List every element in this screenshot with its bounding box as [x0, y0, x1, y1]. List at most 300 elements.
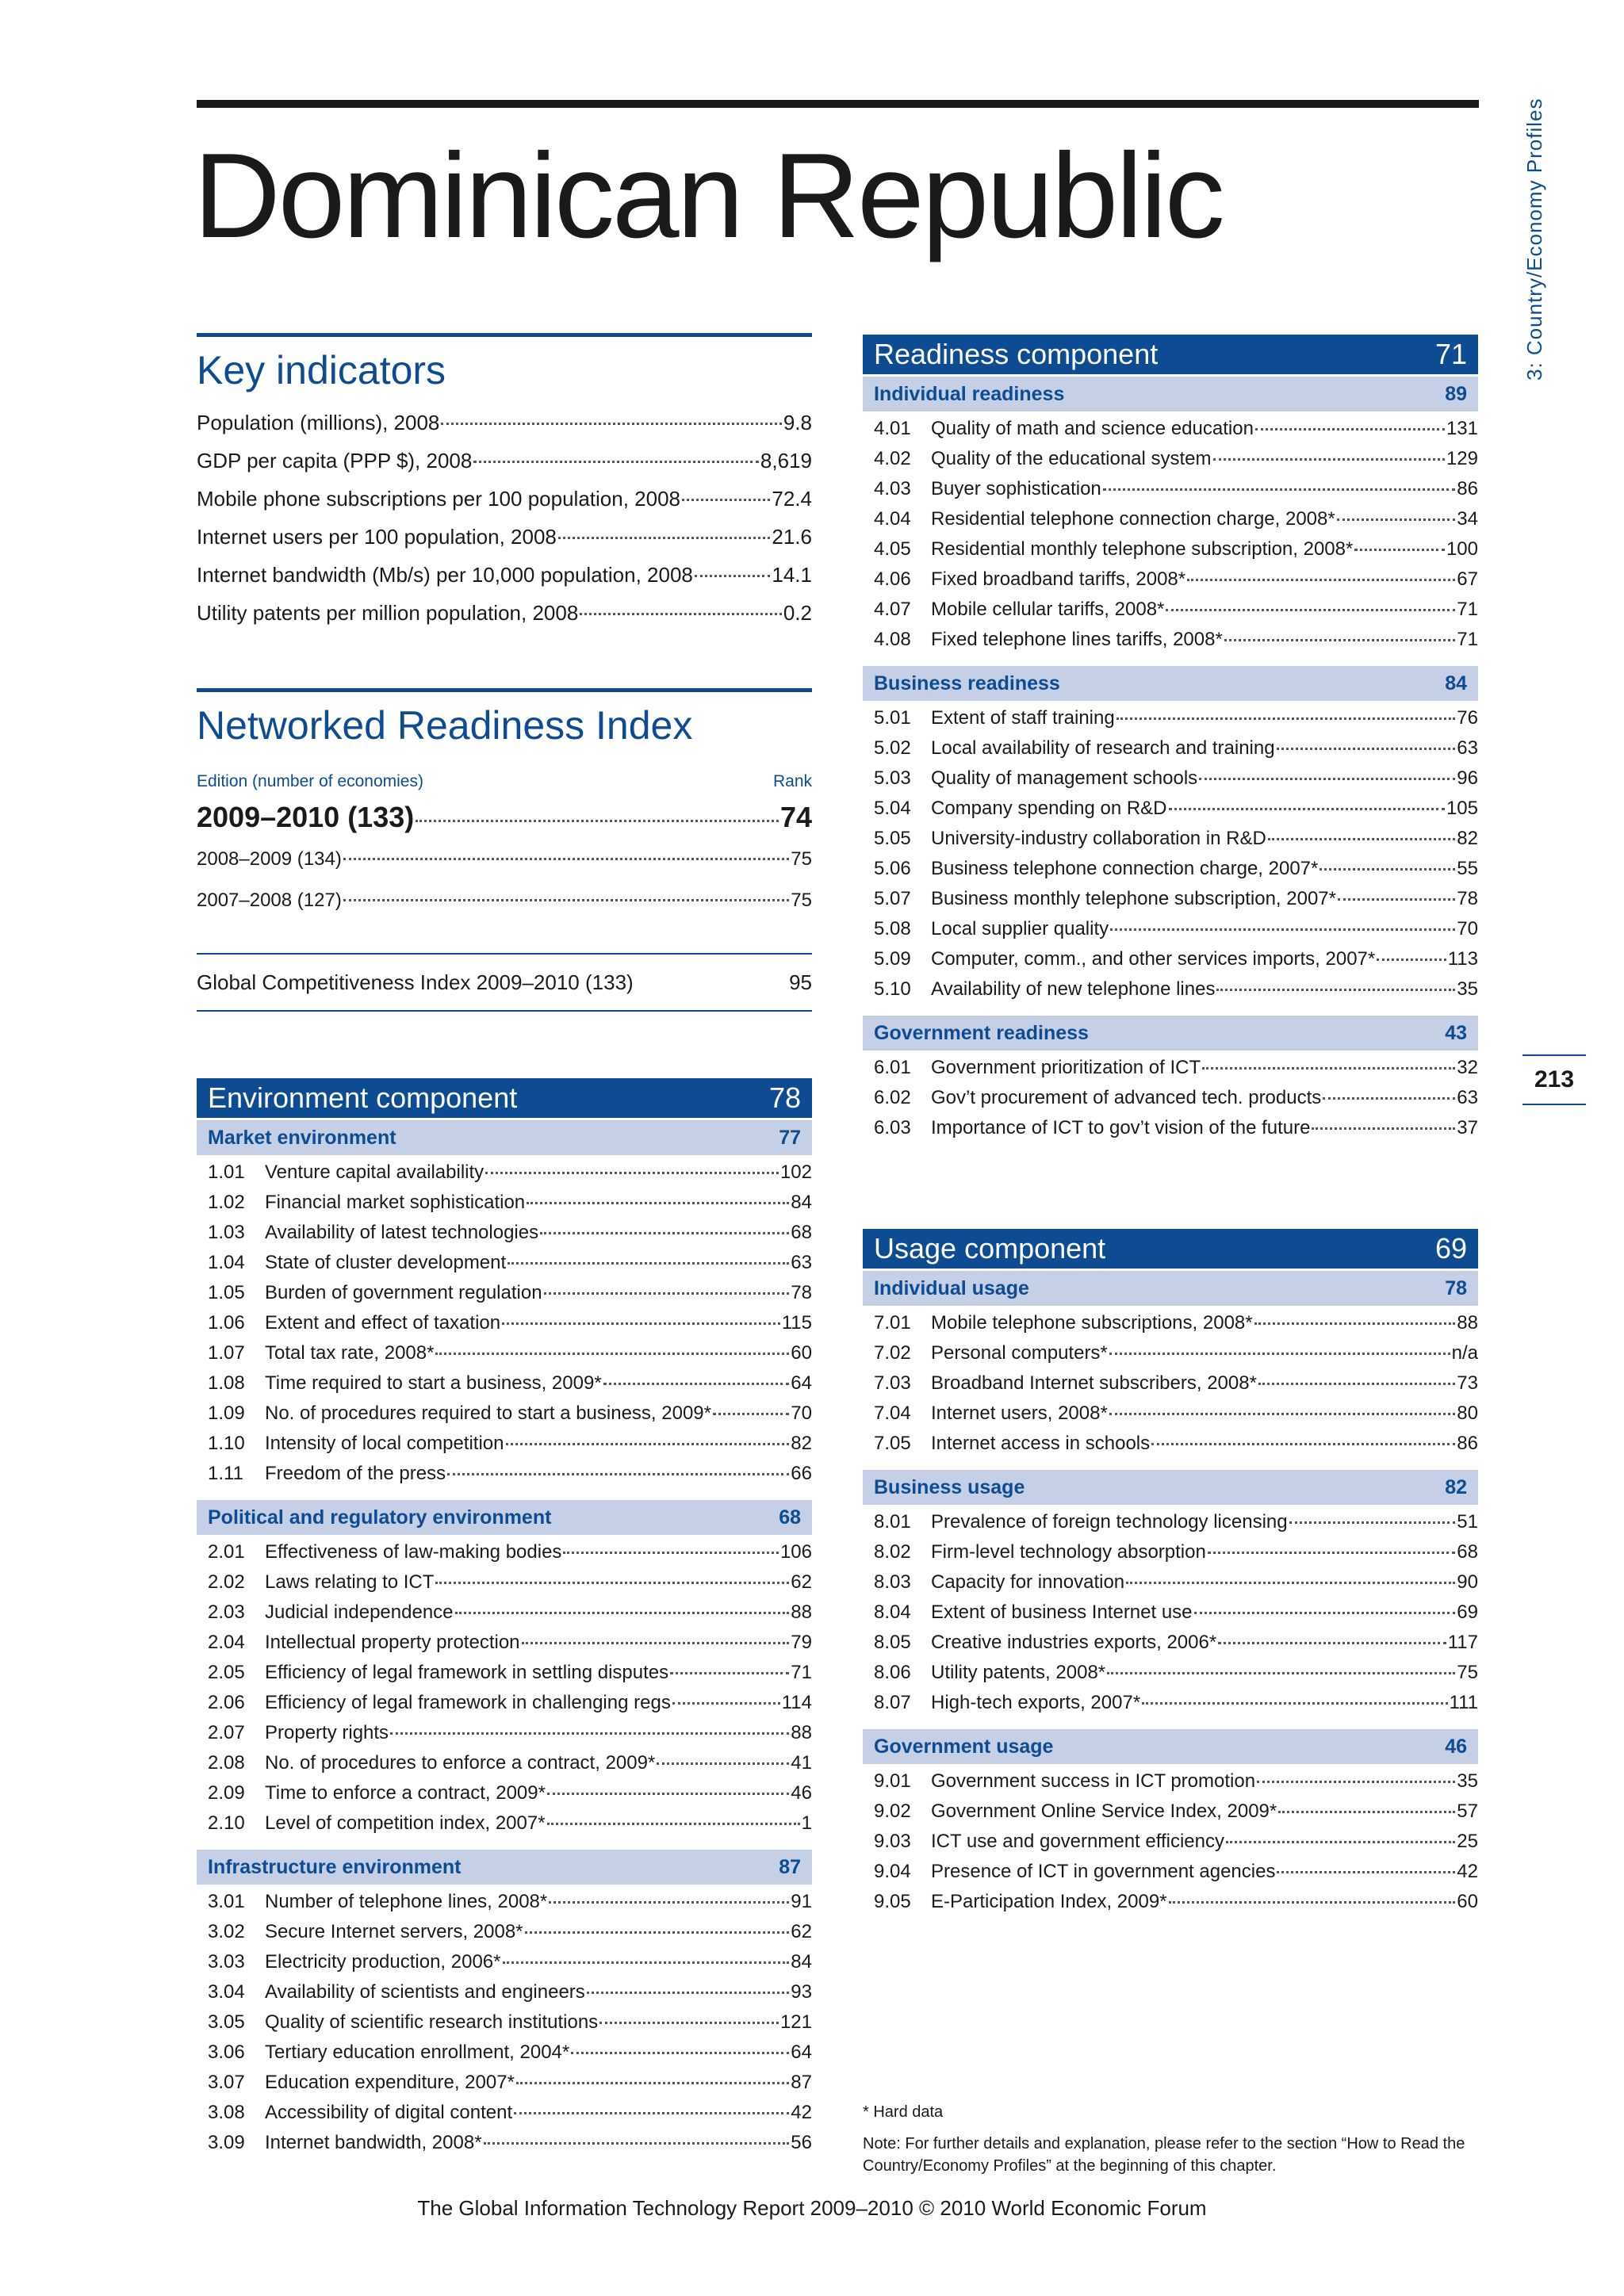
indicator-item — [197, 2132, 812, 2162]
item-name: State of cluster development — [265, 1252, 507, 1273]
item-rank: 87 — [791, 2072, 812, 2093]
item-code: 3.07 — [208, 2072, 245, 2093]
item-name: Property rights — [265, 1722, 389, 1743]
item-code: 9.03 — [874, 1831, 911, 1852]
pillar-title: Individual usage — [874, 1276, 1029, 1299]
item-code: 8.06 — [874, 1662, 911, 1683]
dot-leader — [670, 1672, 789, 1674]
indicator-item — [197, 1252, 812, 1282]
item-name: Residential telephone connection charge, 2008* — [931, 508, 1335, 530]
item-code: 4.02 — [874, 448, 911, 469]
dot-leader — [1354, 549, 1445, 551]
item-rank: 105 — [1446, 798, 1478, 819]
item-rank: 79 — [791, 1632, 812, 1653]
indicator-item — [863, 1861, 1478, 1891]
indicator-item — [863, 1087, 1478, 1117]
indicator-item — [197, 1372, 812, 1402]
pillar-header — [863, 377, 1478, 411]
indicator-item — [863, 1433, 1478, 1463]
item-rank: 111 — [1449, 1692, 1478, 1713]
indicator-item — [863, 1831, 1478, 1861]
item-name: Company spending on R&D — [931, 798, 1167, 819]
dot-leader — [516, 2082, 789, 2084]
item-code: 1.07 — [208, 1342, 245, 1364]
indicator-item — [863, 1511, 1478, 1541]
item-code: 6.02 — [874, 1087, 911, 1108]
indicator-label: Population (millions), 2008 — [197, 411, 440, 434]
item-rank: 115 — [781, 1312, 812, 1334]
indicator-item — [863, 918, 1478, 948]
item-code: 9.01 — [874, 1770, 911, 1792]
item-code: 6.01 — [874, 1057, 911, 1078]
item-name: Fixed broadband tariffs, 2008* — [931, 568, 1186, 590]
dot-leader — [540, 1232, 789, 1234]
dot-leader — [435, 1353, 789, 1355]
item-code: 1.03 — [208, 1222, 245, 1243]
item-rank: 75 — [1457, 1662, 1478, 1683]
indicator-item — [863, 478, 1478, 508]
pillar-header — [863, 1470, 1478, 1505]
item-code: 4.03 — [874, 478, 911, 499]
dot-leader — [1257, 1781, 1455, 1783]
dot-leader — [1166, 609, 1455, 611]
page-title: Dominican Republic — [193, 128, 1223, 263]
item-rank: 86 — [1457, 1433, 1478, 1454]
dot-leader — [599, 2022, 779, 2024]
pillar-items — [863, 1505, 1478, 1727]
item-rank: 78 — [791, 1282, 812, 1303]
item-name: Accessibility of digital content — [265, 2102, 513, 2123]
dot-leader — [1312, 1127, 1455, 1130]
component-rank: 69 — [1434, 1232, 1467, 1265]
pillar-title: Political and regulatory environment — [208, 1506, 552, 1529]
nri-edition-row — [197, 890, 812, 931]
item-code: 9.05 — [874, 1891, 911, 1912]
item-code: 8.04 — [874, 1601, 911, 1623]
item-name: Internet access in schools — [931, 1433, 1151, 1454]
item-rank: 37 — [1457, 1117, 1478, 1138]
item-name: Time to enforce a contract, 2009* — [265, 1782, 546, 1804]
item-code: 2.08 — [208, 1752, 245, 1774]
item-code: 3.09 — [208, 2132, 245, 2153]
item-code: 7.03 — [874, 1372, 911, 1394]
item-name: Importance of ICT to gov’t vision of the future — [931, 1117, 1311, 1138]
dot-leader — [484, 2142, 790, 2145]
indicator-item — [863, 1402, 1478, 1433]
item-rank: 35 — [1457, 1770, 1478, 1792]
item-rank: 63 — [1457, 1087, 1478, 1108]
indicator-item — [197, 2072, 812, 2102]
item-code: 5.01 — [874, 707, 911, 729]
dot-leader — [1268, 838, 1455, 840]
nri-heading: Networked Readiness Index — [197, 703, 693, 748]
side-section-label: 3: Country/Economy Profiles — [1522, 98, 1546, 381]
pillar-items — [197, 1155, 812, 1498]
indicator-item — [863, 1692, 1478, 1722]
item-rank: 78 — [1457, 888, 1478, 909]
pillar-items — [863, 411, 1478, 664]
pillar-rank: 87 — [779, 1855, 801, 1878]
dot-leader — [549, 1901, 789, 1904]
item-code: 5.10 — [874, 978, 911, 1000]
dot-leader — [580, 613, 782, 615]
indicator-value: 21.6 — [772, 525, 812, 549]
nri-current-edition-row — [197, 801, 812, 848]
item-rank: 131 — [1446, 418, 1478, 439]
item-code: 2.03 — [208, 1601, 245, 1623]
indicator-item — [863, 568, 1478, 599]
dot-leader — [503, 1961, 790, 1964]
item-rank: 71 — [791, 1662, 812, 1683]
key-indicators-list — [197, 411, 812, 639]
indicator-item — [863, 707, 1478, 737]
dot-leader — [473, 461, 759, 463]
item-rank: 35 — [1457, 978, 1478, 1000]
item-code: 2.02 — [208, 1571, 245, 1593]
item-rank: 55 — [1457, 858, 1478, 879]
item-code: 5.06 — [874, 858, 911, 879]
dot-leader — [1116, 718, 1456, 720]
item-rank: n/a — [1451, 1342, 1478, 1364]
item-code: 7.05 — [874, 1433, 911, 1454]
item-name: Availability of latest technologies — [265, 1222, 539, 1243]
component-title: Readiness component — [874, 338, 1159, 370]
indicator-item — [197, 1571, 812, 1601]
pillar-header — [863, 1729, 1478, 1764]
item-code: 5.05 — [874, 828, 911, 849]
item-name: Local supplier quality — [931, 918, 1109, 939]
item-name: Venture capital availability — [265, 1161, 485, 1183]
indicator-item — [863, 767, 1478, 798]
item-rank: 90 — [1457, 1571, 1478, 1593]
item-name: Local availability of research and training — [931, 737, 1275, 759]
indicator-item — [197, 1662, 812, 1692]
component-title: Usage component — [874, 1232, 1106, 1265]
item-name: Availability of scientists and engineers — [265, 1981, 585, 2003]
item-code: 2.10 — [208, 1812, 245, 1834]
item-name: Business monthly telephone subscription, 2007* — [931, 888, 1336, 909]
item-code: 4.01 — [874, 418, 911, 439]
component-title: Environment component — [208, 1081, 518, 1114]
gci-label: Global Competitiveness Index 2009–2010 (133) — [197, 970, 634, 994]
indicator-item — [197, 1541, 812, 1571]
pillar-rank: 43 — [1445, 1021, 1467, 1044]
item-name: Government Online Service Index, 2009* — [931, 1800, 1277, 1822]
item-name: Internet users, 2008* — [931, 1402, 1108, 1424]
item-code: 2.01 — [208, 1541, 245, 1563]
nri-rule — [197, 688, 812, 692]
item-name: Financial market sophistication — [265, 1192, 526, 1213]
item-rank: 32 — [1457, 1057, 1478, 1078]
item-name: Residential monthly telephone subscription, 2008* — [931, 538, 1354, 560]
indicator-item — [863, 448, 1478, 478]
pillar-title: Individual readiness — [874, 382, 1065, 405]
indicator-row — [197, 449, 812, 487]
item-rank: 91 — [791, 1891, 812, 1912]
item-rank: 100 — [1446, 538, 1478, 560]
item-code: 4.04 — [874, 508, 911, 530]
item-rank: 63 — [791, 1252, 812, 1273]
indicator-item — [863, 948, 1478, 978]
item-name: Prevalence of foreign technology licensing — [931, 1511, 1288, 1533]
page-number: 213 — [1522, 1054, 1586, 1105]
pillar-header — [197, 1850, 812, 1885]
item-name: Number of telephone lines, 2008* — [265, 1891, 548, 1912]
indicator-item — [863, 629, 1478, 659]
item-code: 8.03 — [874, 1571, 911, 1593]
item-code: 1.02 — [208, 1192, 245, 1213]
item-rank: 60 — [1457, 1891, 1478, 1912]
dot-leader — [1110, 928, 1455, 931]
item-name: Quality of math and science education — [931, 418, 1254, 439]
dot-leader — [1107, 1672, 1455, 1674]
indicator-item — [197, 1342, 812, 1372]
pillar-items — [197, 1885, 812, 2167]
item-rank: 42 — [791, 2102, 812, 2123]
indicator-item — [197, 1433, 812, 1463]
item-name: Utility patents, 2008* — [931, 1662, 1106, 1683]
indicator-row — [197, 601, 812, 639]
dot-leader — [441, 423, 781, 425]
dot-leader — [485, 1172, 779, 1174]
dot-leader — [416, 820, 779, 822]
indicator-item — [863, 978, 1478, 1008]
item-name: Freedom of the press — [265, 1463, 446, 1484]
item-rank: 80 — [1457, 1402, 1478, 1424]
item-name: Mobile telephone subscriptions, 2008* — [931, 1312, 1253, 1334]
indicator-item — [863, 1057, 1478, 1087]
nri-edition-header: Edition (number of economies) — [197, 772, 423, 790]
pillar-items — [863, 1306, 1478, 1468]
dot-leader — [563, 1552, 779, 1554]
dot-leader — [1151, 1443, 1455, 1445]
dot-leader — [502, 1322, 780, 1325]
indicator-item — [197, 1222, 812, 1252]
item-code: 2.05 — [208, 1662, 245, 1683]
dot-leader — [1377, 959, 1446, 961]
item-name: Extent of business Internet use — [931, 1601, 1193, 1623]
dot-leader — [1258, 1383, 1455, 1385]
item-code: 3.05 — [208, 2011, 245, 2033]
dot-leader — [1224, 639, 1456, 641]
item-name: Quality of management schools — [931, 767, 1198, 789]
indicator-row — [197, 411, 812, 449]
item-rank: 25 — [1457, 1831, 1478, 1852]
nri-edition-label: 2008–2009 (134) — [197, 848, 342, 870]
item-name: Creative industries exports, 2006* — [931, 1632, 1217, 1653]
item-rank: 121 — [779, 2011, 812, 2033]
item-rank: 117 — [1447, 1632, 1478, 1653]
pillar-rank: 89 — [1445, 382, 1467, 405]
dot-leader — [558, 537, 771, 539]
item-name: Quality of the educational system — [931, 448, 1212, 469]
pillar-rank: 77 — [779, 1126, 801, 1149]
component-header — [863, 1229, 1478, 1269]
pillar-title: Government readiness — [874, 1021, 1089, 1044]
indicator-item — [863, 828, 1478, 858]
dot-leader — [603, 1383, 790, 1385]
nri-list — [197, 801, 812, 931]
dot-leader — [1277, 1871, 1455, 1873]
indicator-item — [863, 1800, 1478, 1831]
pillar-header — [863, 1271, 1478, 1306]
item-code: 5.08 — [874, 918, 911, 939]
item-name: Presence of ICT in government agencies — [931, 1861, 1276, 1882]
gci-value: 95 — [789, 970, 812, 994]
item-rank: 82 — [791, 1433, 812, 1454]
dot-leader — [1169, 1901, 1456, 1904]
item-code: 9.02 — [874, 1800, 911, 1822]
item-name: Intensity of local competition — [265, 1433, 504, 1454]
item-rank: 60 — [791, 1342, 812, 1364]
item-name: E-Participation Index, 2009* — [931, 1891, 1167, 1912]
item-code: 1.05 — [208, 1282, 245, 1303]
item-rank: 69 — [1457, 1601, 1478, 1623]
item-name: High-tech exports, 2007* — [931, 1692, 1141, 1713]
dot-leader — [682, 499, 770, 501]
item-rank: 62 — [791, 1921, 812, 1942]
indicator-row — [197, 563, 812, 601]
dot-leader — [1208, 1552, 1455, 1554]
nri-edition-label: 2007–2008 (127) — [197, 890, 342, 911]
indicator-item — [197, 1812, 812, 1843]
indicator-item — [197, 1312, 812, 1342]
usage-component — [863, 1229, 1478, 1926]
pillar-rank: 82 — [1445, 1475, 1467, 1498]
item-name: Laws relating to ICT — [265, 1571, 435, 1593]
item-name: Internet bandwidth, 2008* — [265, 2132, 482, 2153]
nri-edition-label: 2009–2010 (133) — [197, 801, 415, 833]
dot-leader — [514, 2112, 789, 2114]
dot-leader — [571, 2052, 789, 2054]
item-name: Availability of new telephone lines — [931, 978, 1216, 1000]
item-code: 1.01 — [208, 1161, 245, 1183]
item-name: Business telephone connection charge, 2007* — [931, 858, 1319, 879]
dot-leader — [1277, 748, 1456, 750]
pillar-rank: 46 — [1445, 1735, 1467, 1758]
indicator-item — [863, 737, 1478, 767]
pillar-title: Infrastructure environment — [208, 1855, 462, 1878]
item-rank: 41 — [791, 1752, 812, 1774]
indicator-label: Mobile phone subscriptions per 100 population, 2008 — [197, 487, 680, 511]
indicator-item — [197, 1463, 812, 1493]
indicator-item — [197, 2102, 812, 2132]
indicator-item — [197, 1601, 812, 1632]
item-rank: 1 — [801, 1812, 812, 1834]
indicator-row — [197, 487, 812, 525]
readiness-component — [863, 335, 1478, 1152]
nri-rank-value: 75 — [791, 890, 812, 911]
pillar-title: Market environment — [208, 1126, 396, 1149]
component-header — [197, 1078, 812, 1118]
dot-leader — [1109, 1413, 1455, 1415]
item-code: 1.10 — [208, 1433, 245, 1454]
indicator-item — [863, 1312, 1478, 1342]
item-rank: 93 — [791, 1981, 812, 2003]
pillar-header — [197, 1500, 812, 1535]
indicator-label: Utility patents per million population, 2008 — [197, 601, 579, 625]
dot-leader — [1218, 1642, 1446, 1644]
indicator-item — [197, 1192, 812, 1222]
item-rank: 64 — [791, 1372, 812, 1394]
indicator-item — [863, 1571, 1478, 1601]
pillar-items — [863, 701, 1478, 1013]
item-name: Government prioritization of ICT — [931, 1057, 1201, 1078]
nri-rank-value: 74 — [779, 801, 812, 833]
item-name: Government success in ICT promotion — [931, 1770, 1256, 1792]
indicator-item — [863, 858, 1478, 888]
pillar-items — [863, 1050, 1478, 1152]
nri-column-headers — [197, 772, 812, 791]
item-rank: 70 — [1457, 918, 1478, 939]
item-code: 8.01 — [874, 1511, 911, 1533]
dot-leader — [1255, 428, 1445, 430]
dot-leader — [547, 1793, 789, 1795]
indicator-label: Internet users per 100 population, 2008 — [197, 525, 557, 549]
indicator-row — [197, 525, 812, 563]
item-name: University-industry collaboration in R&D — [931, 828, 1266, 849]
item-rank: 68 — [791, 1222, 812, 1243]
item-name: Broadband Internet subscribers, 2008* — [931, 1372, 1257, 1394]
indicator-item — [197, 1782, 812, 1812]
item-rank: 67 — [1457, 568, 1478, 590]
dot-leader — [1126, 1582, 1455, 1584]
item-code: 2.09 — [208, 1782, 245, 1804]
page-footer: The Global Information Technology Report 2009–2010 © 2010 World Economic Forum — [417, 2196, 1207, 2220]
item-name: Quality of scientific research institutions — [265, 2011, 599, 2033]
indicator-item — [863, 888, 1478, 918]
dot-leader — [1213, 458, 1445, 461]
item-name: Electricity production, 2006* — [265, 1951, 501, 1973]
indicator-value: 8,619 — [760, 449, 812, 473]
hard-data-note: * Hard data — [863, 2103, 944, 2121]
indicator-item — [197, 2042, 812, 2072]
indicator-item — [197, 1161, 812, 1192]
pillar-header — [197, 1120, 812, 1155]
component-rank: 71 — [1434, 338, 1467, 370]
pillar-rank: 68 — [779, 1506, 801, 1529]
pillar-header — [863, 1016, 1478, 1050]
item-rank: 113 — [1447, 948, 1478, 970]
indicator-item — [197, 1282, 812, 1312]
item-name: Education expenditure, 2007* — [265, 2072, 515, 2093]
dot-leader — [1187, 579, 1455, 581]
item-name: No. of procedures required to start a business, 2009* — [265, 1402, 711, 1424]
item-code: 1.08 — [208, 1372, 245, 1394]
item-code: 1.04 — [208, 1252, 245, 1273]
indicator-item — [863, 1770, 1478, 1800]
indicator-item — [197, 1951, 812, 1981]
indicator-value: 0.2 — [783, 601, 812, 625]
indicator-item — [197, 1752, 812, 1782]
indicator-item — [863, 1891, 1478, 1921]
indicator-value: 14.1 — [772, 563, 812, 587]
indicator-item — [863, 1541, 1478, 1571]
indicator-item — [197, 1402, 812, 1433]
item-rank: 51 — [1457, 1511, 1478, 1533]
item-name: Fixed telephone lines tariffs, 2008* — [931, 629, 1223, 650]
item-code: 5.02 — [874, 737, 911, 759]
indicator-item — [863, 508, 1478, 538]
item-code: 7.01 — [874, 1312, 911, 1334]
indicator-item — [197, 1981, 812, 2011]
dot-leader — [713, 1413, 789, 1415]
dot-leader — [1289, 1521, 1456, 1524]
item-rank: 63 — [1457, 737, 1478, 759]
dot-leader — [447, 1473, 789, 1475]
item-code: 1.11 — [208, 1463, 243, 1484]
item-rank: 57 — [1457, 1800, 1478, 1822]
